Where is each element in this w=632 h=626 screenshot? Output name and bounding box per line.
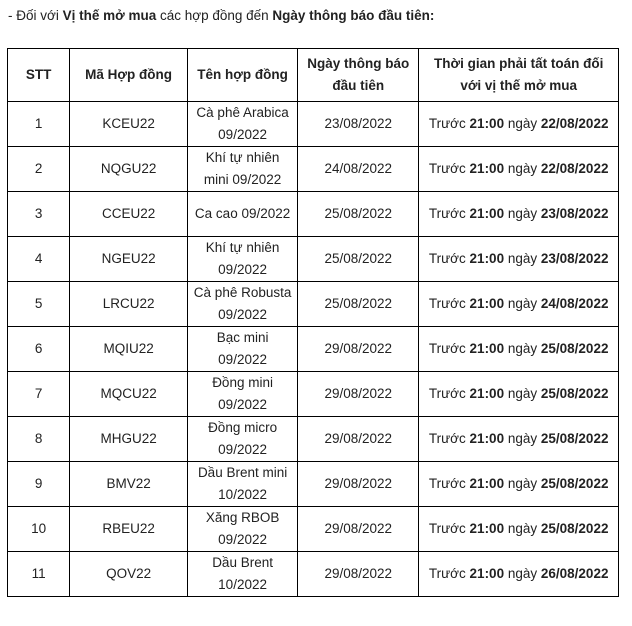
cell-settlement-time — [419, 327, 619, 372]
cell-stt: 7 — [8, 372, 70, 417]
cell-contract-code: MQCU22 — [70, 372, 188, 417]
cell-first-notice-date: 29/08/2022 — [298, 507, 419, 552]
settle-date: 25/08/2022 — [540, 521, 609, 536]
settle-before-word: Trước — [428, 341, 466, 356]
cell-stt: 2 — [8, 147, 70, 192]
table-body — [8, 102, 619, 597]
cell-contract-name: Bạc mini 09/2022 — [188, 327, 298, 372]
settle-before-word: Trước — [428, 521, 466, 536]
cell-contract-code: MHGU22 — [70, 417, 188, 462]
settle-before-word: Trước — [428, 206, 466, 221]
settle-date: 22/08/2022 — [540, 116, 609, 131]
settle-before-word: Trước — [428, 296, 466, 311]
cell-settlement-time — [419, 552, 619, 597]
cell-settlement-time — [419, 282, 619, 327]
cell-stt: 10 — [8, 507, 70, 552]
settle-before-word: Trước — [428, 116, 466, 131]
intro-bold-long-position: Vị thế mở mua — [62, 8, 157, 23]
table-row — [8, 102, 619, 147]
cell-contract-code: BMV22 — [70, 462, 188, 507]
settle-day-word: ngày — [507, 521, 538, 536]
settle-time: 21:00 — [469, 296, 505, 311]
settle-time: 21:00 — [469, 251, 505, 266]
cell-contract-name: Đồng micro 09/2022 — [188, 417, 298, 462]
cell-settlement-time — [419, 507, 619, 552]
settle-day-word: ngày — [507, 386, 538, 401]
settle-day-word: ngày — [507, 206, 538, 221]
settle-time: 21:00 — [469, 431, 505, 446]
settle-date: 26/08/2022 — [540, 566, 609, 581]
cell-first-notice-date: 29/08/2022 — [298, 462, 419, 507]
settle-date: 25/08/2022 — [540, 386, 609, 401]
table-header-row — [8, 49, 619, 102]
cell-first-notice-date: 25/08/2022 — [298, 237, 419, 282]
settle-before-word: Trước — [428, 431, 466, 446]
cell-contract-code: NGEU22 — [70, 237, 188, 282]
settle-time: 21:00 — [469, 521, 505, 536]
settle-day-word: ngày — [507, 161, 538, 176]
table-row — [8, 507, 619, 552]
cell-settlement-time — [419, 237, 619, 282]
cell-stt: 6 — [8, 327, 70, 372]
table-row — [8, 417, 619, 462]
cell-contract-name: Ca cao 09/2022 — [188, 192, 298, 237]
cell-stt: 1 — [8, 102, 70, 147]
settle-day-word: ngày — [507, 566, 538, 581]
cell-first-notice-date: 29/08/2022 — [298, 552, 419, 597]
cell-contract-name: Khí tự nhiên 09/2022 — [188, 237, 298, 282]
settle-time: 21:00 — [469, 566, 505, 581]
cell-contract-name: Đồng mini 09/2022 — [188, 372, 298, 417]
cell-stt: 3 — [8, 192, 70, 237]
cell-contract-name: Xăng RBOB 09/2022 — [188, 507, 298, 552]
contracts-table — [7, 48, 619, 597]
cell-stt: 11 — [8, 552, 70, 597]
cell-stt: 5 — [8, 282, 70, 327]
cell-settlement-time — [419, 192, 619, 237]
cell-settlement-time — [419, 372, 619, 417]
header-contract-name: Tên hợp đồng — [188, 49, 298, 102]
settle-before-word: Trước — [428, 566, 466, 581]
settle-before-word: Trước — [428, 161, 466, 176]
cell-first-notice-date: 29/08/2022 — [298, 327, 419, 372]
cell-contract-name: Dầu Brent mini 10/2022 — [188, 462, 298, 507]
cell-contract-name: Cà phê Arabica 09/2022 — [188, 102, 298, 147]
table-row — [8, 147, 619, 192]
settle-day-word: ngày — [507, 116, 538, 131]
cell-settlement-time — [419, 147, 619, 192]
cell-contract-name: Dầu Brent 10/2022 — [188, 552, 298, 597]
header-first-notice-date: Ngày thông báo đầu tiên — [298, 49, 419, 102]
settle-date: 23/08/2022 — [540, 251, 609, 266]
settle-time: 21:00 — [469, 386, 505, 401]
settle-date: 25/08/2022 — [540, 431, 609, 446]
table-row — [8, 462, 619, 507]
cell-contract-name: Cà phê Robusta 09/2022 — [188, 282, 298, 327]
cell-contract-code: RBEU22 — [70, 507, 188, 552]
settle-before-word: Trước — [428, 251, 466, 266]
settle-day-word: ngày — [507, 476, 538, 491]
settle-time: 21:00 — [469, 341, 505, 356]
settle-date: 22/08/2022 — [540, 161, 609, 176]
table-row — [8, 372, 619, 417]
cell-first-notice-date: 23/08/2022 — [298, 102, 419, 147]
cell-contract-name: Khí tự nhiên mini 09/2022 — [188, 147, 298, 192]
cell-first-notice-date: 29/08/2022 — [298, 417, 419, 462]
settle-day-word: ngày — [507, 251, 538, 266]
settle-date: 23/08/2022 — [540, 206, 609, 221]
settle-day-word: ngày — [507, 341, 538, 356]
settle-date: 24/08/2022 — [540, 296, 609, 311]
cell-first-notice-date: 25/08/2022 — [298, 282, 419, 327]
cell-settlement-time — [419, 462, 619, 507]
settle-time: 21:00 — [469, 206, 505, 221]
settle-time: 21:00 — [469, 116, 505, 131]
cell-contract-code: MQIU22 — [70, 327, 188, 372]
cell-stt: 9 — [8, 462, 70, 507]
cell-contract-code: KCEU22 — [70, 102, 188, 147]
cell-stt: 4 — [8, 237, 70, 282]
cell-first-notice-date: 25/08/2022 — [298, 192, 419, 237]
table-row — [8, 327, 619, 372]
cell-contract-code: LRCU22 — [70, 282, 188, 327]
cell-contract-code: QOV22 — [70, 552, 188, 597]
table-row — [8, 237, 619, 282]
cell-contract-code: CCEU22 — [70, 192, 188, 237]
settle-before-word: Trước — [428, 386, 466, 401]
cell-settlement-time — [419, 102, 619, 147]
intro-mid: các hợp đồng đến — [156, 8, 273, 23]
cell-stt: 8 — [8, 417, 70, 462]
table-row — [8, 552, 619, 597]
settle-date: 25/08/2022 — [540, 476, 609, 491]
table-row — [8, 192, 619, 237]
cell-first-notice-date: 29/08/2022 — [298, 372, 419, 417]
settle-time: 21:00 — [469, 476, 505, 491]
cell-first-notice-date: 24/08/2022 — [298, 147, 419, 192]
cell-contract-code: NQGU22 — [70, 147, 188, 192]
settle-day-word: ngày — [507, 296, 538, 311]
header-settlement-time: Thời gian phải tất toán đối với vị thế mở mua — [419, 49, 619, 102]
table-row — [8, 282, 619, 327]
settle-date: 25/08/2022 — [540, 341, 609, 356]
header-stt: STT — [8, 49, 70, 102]
header-contract-code: Mã Hợp đồng — [70, 49, 188, 102]
intro-text — [8, 6, 434, 26]
settle-day-word: ngày — [507, 431, 538, 446]
settle-before-word: Trước — [428, 476, 466, 491]
intro-bold-first-notice-day: Ngày thông báo đầu tiên: — [272, 8, 435, 23]
intro-prefix: - Đối với — [8, 8, 63, 23]
cell-settlement-time — [419, 417, 619, 462]
settle-time: 21:00 — [469, 161, 505, 176]
